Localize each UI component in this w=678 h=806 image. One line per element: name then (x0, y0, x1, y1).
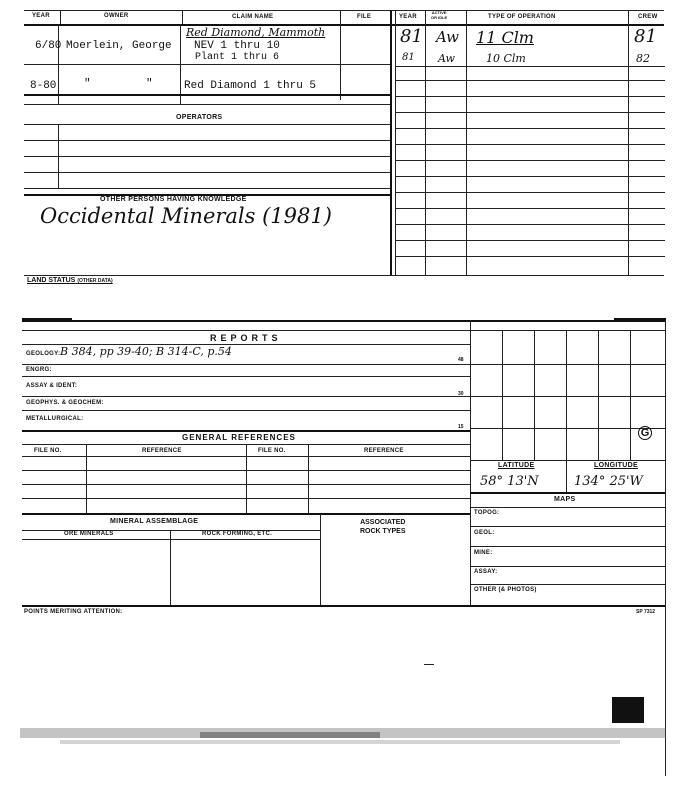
claim1-handwritten: Red Diamond, Mammoth (186, 26, 326, 39)
maps-geol: GEOL: (474, 530, 495, 536)
land-status-text: LAND STATUS (27, 277, 76, 284)
maps-title: MAPS (554, 496, 576, 503)
file-no-1: FILE NO. (34, 448, 62, 454)
latitude-label: LATITUDE (498, 462, 535, 469)
longitude-value: 134° 25'W (574, 474, 643, 489)
op2-type: 10 Clm (486, 52, 526, 65)
op1-crew: 81 (634, 26, 657, 47)
claim2-line1: Red Diamond 1 thru 5 (184, 80, 317, 92)
form-number: SP 7312 (636, 609, 656, 615)
latitude-value: 58° 13'N (480, 474, 539, 489)
file-no-2: FILE NO. (258, 448, 286, 454)
claim2-owner-ditto1: " (84, 78, 91, 90)
col-crew-header: CREW (638, 14, 658, 20)
col-year-header: YEAR (32, 13, 50, 19)
land-status-sub: (OTHER DATA) (77, 278, 113, 284)
mineral-assemblage-title: MINERAL ASSEMBLAGE (110, 518, 199, 525)
num-30: 30 (458, 391, 464, 397)
ore-minerals-label: ORE MINERALS (64, 531, 114, 537)
claim1-owner: Moerlein, George (66, 40, 172, 52)
reference-1: REFERENCE (142, 448, 182, 454)
points-label: POINTS MERITING ATTENTION: (24, 609, 123, 615)
grid-marker-icon: G (638, 426, 652, 440)
geology-value: B 384, pp 39-40; B 314-C, p.54 (60, 345, 232, 358)
reports-title: REPORTS (210, 333, 282, 343)
col-claim-name-header: CLAIM NAME (232, 14, 274, 20)
maps-other: OTHER (& PHOTOS) (474, 587, 537, 593)
land-status-label (27, 277, 113, 284)
col-active-line2: OR IDLE (431, 15, 448, 20)
other-persons-handwritten: Occidental Minerals (1981) (40, 204, 332, 228)
maps-topog: TOPOG: (474, 510, 500, 516)
associated-line1: ASSOCIATED (360, 519, 406, 526)
col-owner-header: OWNER (104, 13, 129, 19)
general-refs-title: GENERAL REFERENCES (182, 433, 296, 442)
col-type-header: TYPE OF OPERATION (488, 14, 556, 20)
claim1-year: 6/80 (35, 40, 62, 52)
black-scan-block (612, 697, 644, 723)
metallurgical-label: METALLURGICAL: (26, 416, 84, 422)
reference-2: REFERENCE (364, 448, 404, 454)
longitude-label: LONGITUDE (594, 462, 638, 469)
op1-year: 81 (400, 26, 423, 47)
associated-line2: ROCK TYPES (360, 528, 406, 535)
num-15: 15 (458, 424, 464, 430)
claim2-year: 8-80 (30, 80, 57, 92)
associated-rock-types (360, 518, 406, 536)
op2-status: Aw (438, 52, 455, 65)
col-file-header: FILE (357, 14, 372, 20)
maps-assay: ASSAY: (474, 569, 498, 575)
claim1-line1: NEV 1 thru 10 (194, 40, 280, 52)
num-48: 48 (458, 357, 464, 363)
geophys-label: GEOPHYS. & GEOCHEM: (26, 400, 104, 406)
claim1-line2: Plant 1 thru 6 (195, 52, 280, 63)
op1-type: 11 Clm (476, 28, 534, 47)
col-active-line1: ACTIVE (431, 10, 447, 15)
operators-label: OPERATORS (176, 114, 223, 121)
geology-label: GEOLOGY: (26, 351, 61, 357)
op2-year: 81 (402, 52, 415, 63)
assay-label: ASSAY & IDENT: (26, 383, 78, 389)
engrg-label: ENGRG: (26, 367, 52, 373)
maps-mine: MINE: (474, 550, 493, 556)
op1-status: Aw (436, 28, 459, 46)
rock-forming-label: ROCK FORMING, ETC. (202, 531, 273, 537)
col-year2-header: YEAR (399, 14, 417, 20)
col-active-header (431, 10, 447, 20)
other-persons-label: OTHER PERSONS HAVING KNOWLEDGE (100, 196, 247, 203)
claim2-owner-ditto2: " (146, 78, 153, 90)
op2-crew: 82 (636, 52, 650, 65)
